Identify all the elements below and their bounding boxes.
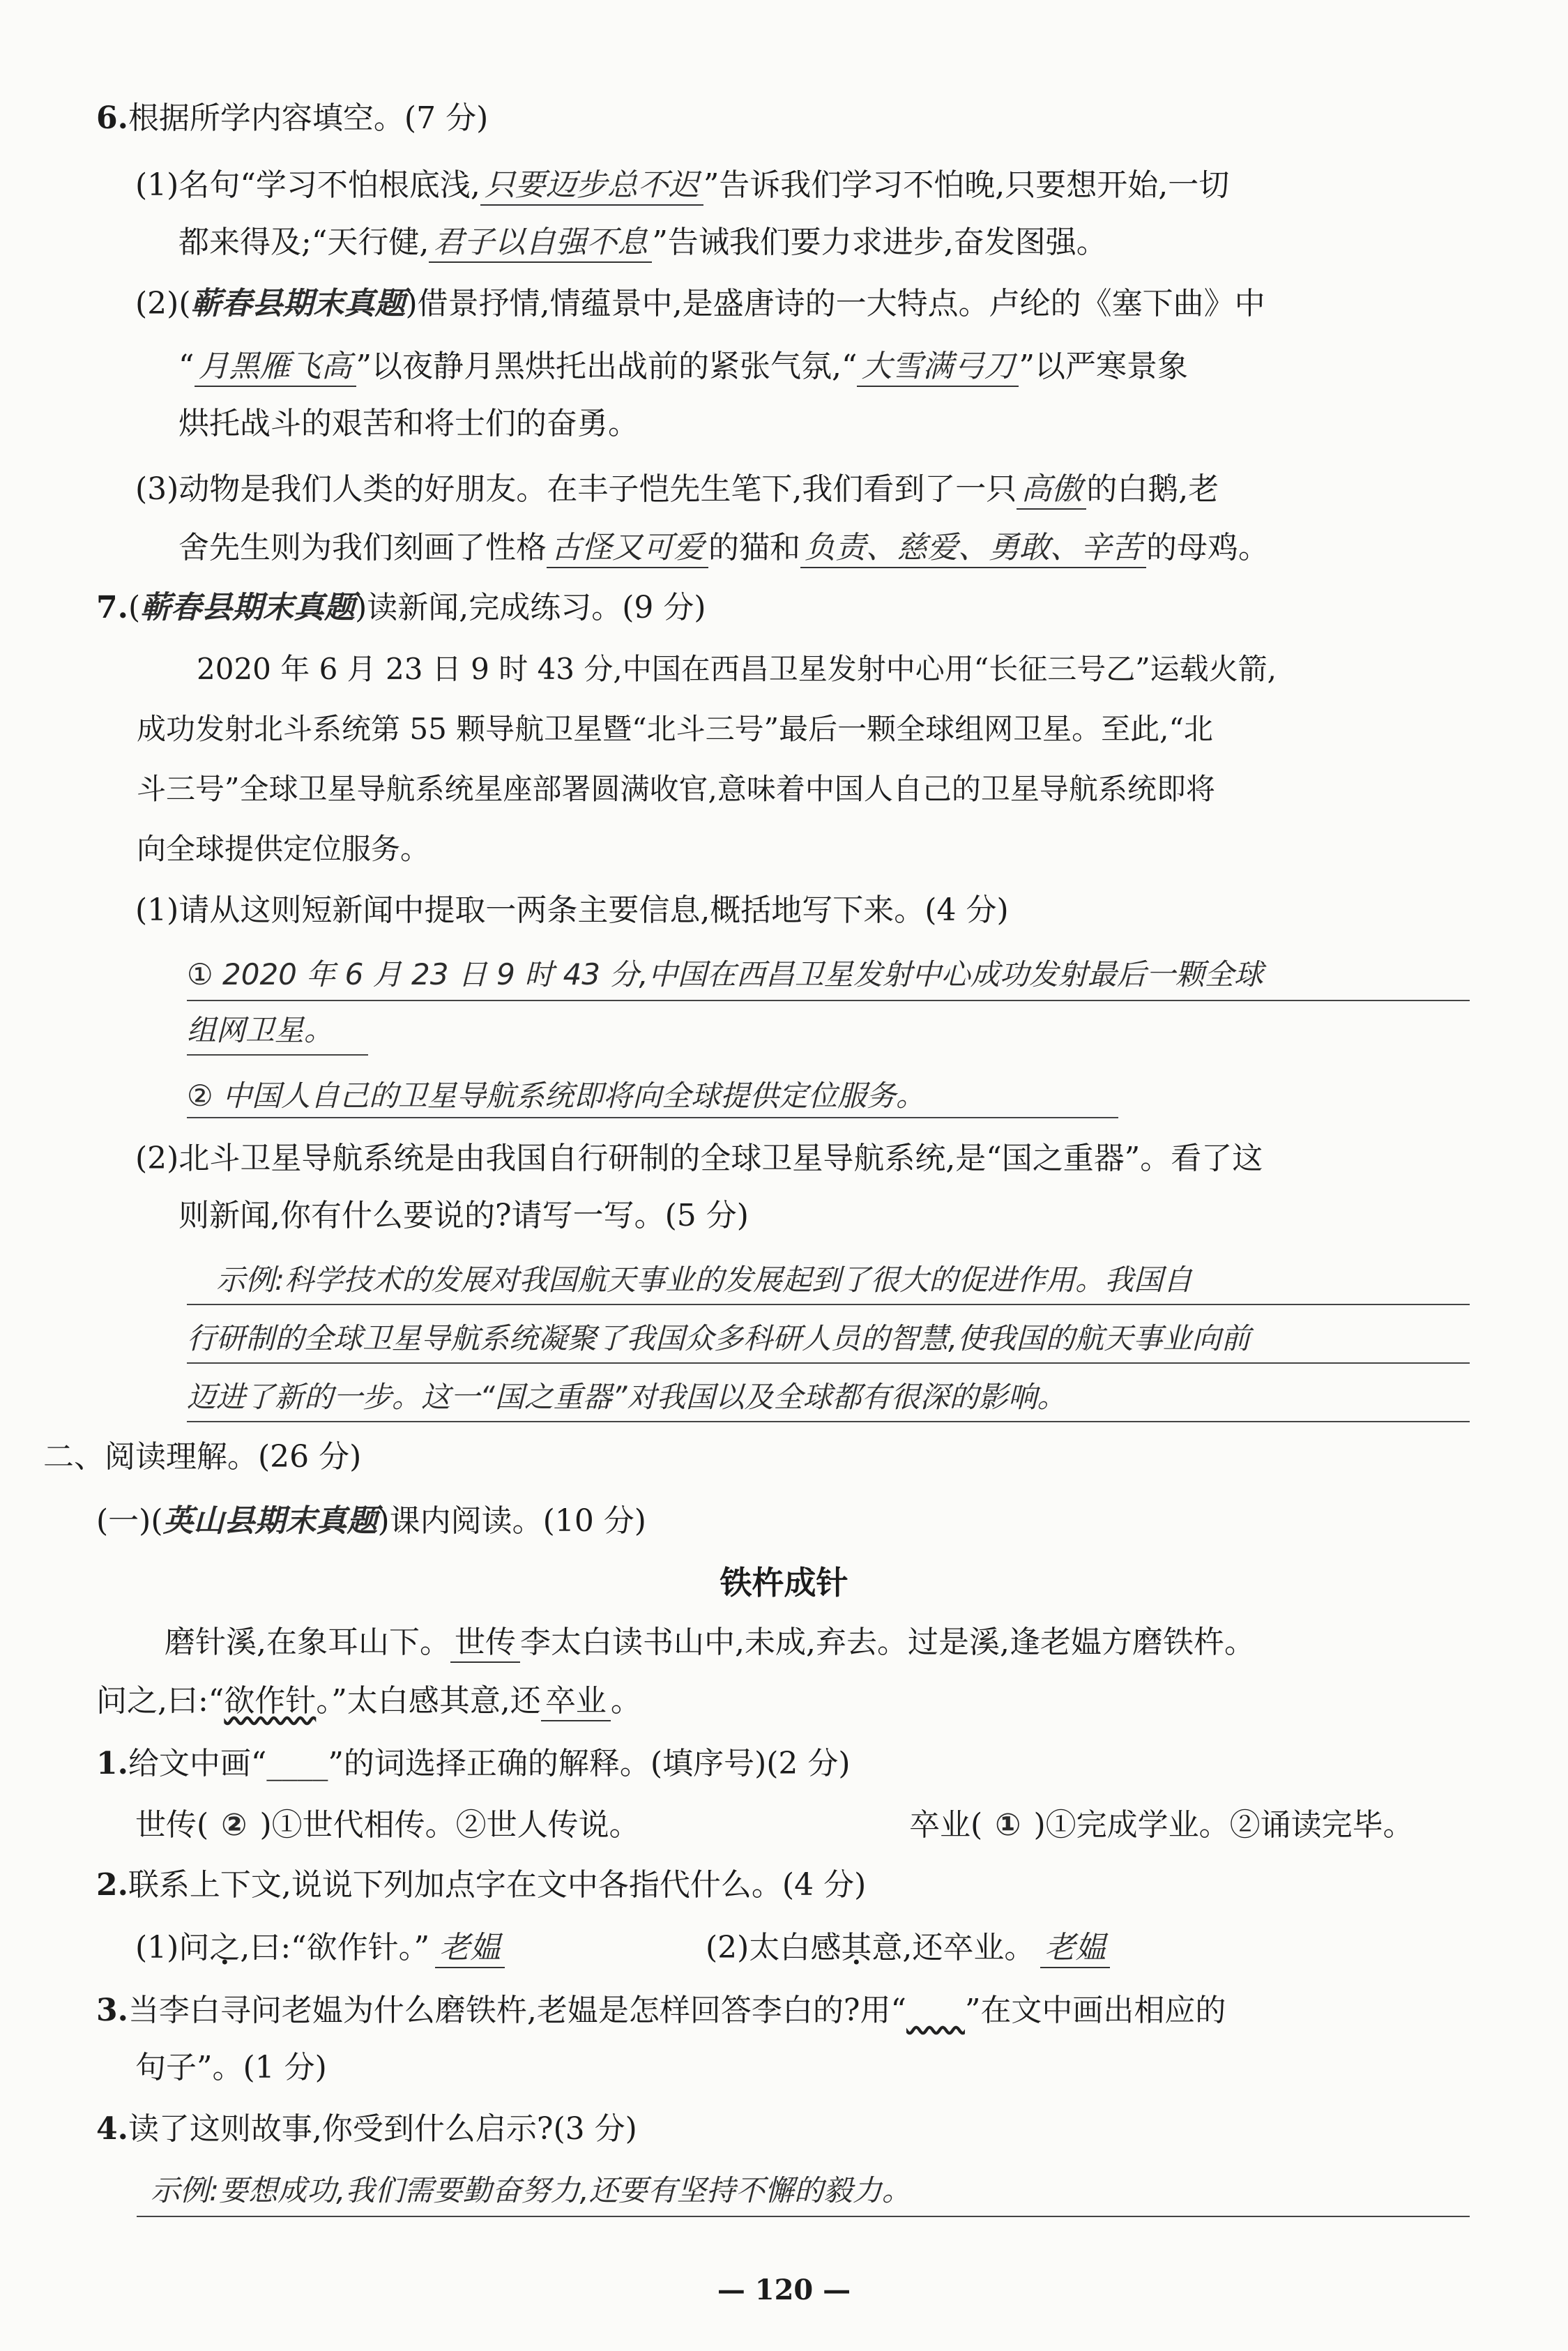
q7-heading bbox=[96, 587, 706, 629]
s2q2-2-answer: 老媪 bbox=[1040, 1930, 1110, 1968]
q6-p1-answer1: 只要迈步总不迟 bbox=[480, 167, 703, 206]
q6-p2-text-c: “ bbox=[178, 349, 195, 384]
q7-sub2-answer-underline1 bbox=[187, 1304, 1470, 1305]
q6-p2-line1 bbox=[135, 283, 1265, 325]
q6-p3-answer3: 负责、慈爱、勇敢、辛苦 bbox=[800, 530, 1146, 568]
q6-p2-source-tag: 蕲春县期末真题 bbox=[190, 286, 406, 321]
s2q1-option-b bbox=[909, 1804, 1414, 1846]
q7-news-line2 bbox=[137, 708, 1213, 750]
q7-sub2-answer-text-1: 示例:科学技术的发展对我国航天事业的发展起到了很大的促进作用。我国自 bbox=[216, 1263, 1193, 1297]
q7-sub1 bbox=[135, 890, 1009, 931]
passage-dotted-zhi: 之 bbox=[127, 1683, 158, 1719]
q7-sub1-answer2-text: ② 中国人自己的卫星导航系统即将向全球提供定位服务。 bbox=[187, 1079, 926, 1113]
passage-text-1a: 磨针溪,在象耳山下。 bbox=[165, 1625, 450, 1660]
s2q2-item2 bbox=[706, 1927, 1110, 1969]
q6-p3-text-b: 的白鹅,老 bbox=[1086, 471, 1219, 507]
q6-p1-text-c: 都来得及;“天行健, bbox=[178, 225, 429, 260]
q6-p3-text-a: (3)动物是我们人类的好朋友。在丰子恺先生笔下,我们看到了一只 bbox=[135, 471, 1017, 507]
q6-p1-answer2: 君子以自强不息 bbox=[429, 225, 652, 263]
q6-p2-answer1: 月黑雁飞高 bbox=[195, 349, 356, 387]
s2q3-line1 bbox=[96, 1990, 1226, 2032]
s2q3-text-b: ”在文中画出相应的 bbox=[964, 1993, 1226, 2028]
s2q2-1-b: ,曰:“欲作针。” bbox=[240, 1930, 430, 1965]
q7-sub1-answer1-line2 bbox=[187, 1010, 333, 1051]
s2q1-number: 1. bbox=[96, 1746, 128, 1781]
q7-heading-b: )读新闻,完成练习。(9 分) bbox=[355, 590, 706, 625]
q6-p1-line1 bbox=[135, 165, 1229, 206]
s2q4-text: 读了这则故事,你受到什么启示?(3 分) bbox=[128, 2111, 637, 2147]
s2q3-text-c: 句子”。(1 分) bbox=[135, 2050, 327, 2085]
s2q1-b-answer: ① bbox=[995, 1807, 1021, 1843]
q7-sub2-answer-line1 bbox=[216, 1259, 1192, 1301]
q7-news-text-4: 向全球提供定位服务。 bbox=[137, 832, 430, 866]
q6-p2-answer2: 大雪满弓刀 bbox=[857, 349, 1019, 387]
q7-sub2-answer-line3 bbox=[187, 1376, 1067, 1418]
q6-p2-line2 bbox=[178, 346, 1188, 388]
passage-text-2e: 。 bbox=[610, 1683, 641, 1719]
q7-sub1-answer1-underline1 bbox=[187, 1000, 1470, 1001]
q7-news-text-3: 斗三号”全球卫星导航系统星座部署圆满收官,意味着中国人自己的卫星导航系统即将 bbox=[137, 772, 1215, 806]
s2q2-number: 2. bbox=[96, 1867, 128, 1903]
passage-text-2b: ,曰:“ bbox=[158, 1683, 224, 1719]
q7-news-text-1: 2020 年 6 月 23 日 9 时 43 分,中国在西昌卫星发射中心用“长征三号乙”运载火箭, bbox=[197, 652, 1277, 686]
q6-p2-text-a: (2)( bbox=[135, 286, 191, 321]
q6-p2-text-b: )借景抒情,情蕴景中,是盛唐诗的一大特点。卢纶的《塞下曲》中 bbox=[405, 286, 1265, 321]
q7-sub2-answer-underline3 bbox=[187, 1421, 1470, 1422]
s2q4 bbox=[96, 2108, 637, 2150]
s2q3-line2 bbox=[135, 2047, 327, 2089]
q7-number: 7. bbox=[96, 590, 128, 625]
q7-sub2-line2 bbox=[178, 1195, 749, 1237]
page-number: — 120 — bbox=[717, 2274, 851, 2306]
q7-sub1-answer1-text-1: ① 2020 年 6 月 23 日 9 时 43 分,中国在西昌卫星发射中心成功发射最后一颗全球 bbox=[187, 957, 1263, 991]
q7-sub2-line1 bbox=[135, 1138, 1263, 1180]
q6-p3-text-d: 的猫和 bbox=[708, 530, 800, 565]
s2q1-b-options: )①完成学业。②诵读完毕。 bbox=[1033, 1807, 1414, 1843]
q6-p2-line3 bbox=[178, 403, 639, 445]
s2q2 bbox=[96, 1864, 866, 1906]
s2q1-a-options: )①世代相传。②世人传说。 bbox=[259, 1807, 640, 1843]
q7-source-tag: 蕲春县期末真题 bbox=[140, 590, 356, 625]
s2q2-1-answer: 老媪 bbox=[435, 1930, 505, 1968]
q7-sub2-answer-text-2: 行研制的全球卫星导航系统凝聚了我国众多科研人员的智慧,使我国的航天事业向前 bbox=[187, 1321, 1251, 1355]
q6-p3-line2 bbox=[178, 527, 1269, 569]
section2-part1-source-tag: 英山县期末真题 bbox=[162, 1503, 378, 1539]
s2q1-a-label: 世传( bbox=[135, 1807, 209, 1843]
section2-part1-heading bbox=[96, 1500, 646, 1542]
q6-number: 6. bbox=[96, 100, 128, 136]
s2q1-b-label: 卒业( bbox=[909, 1807, 983, 1843]
q7-sub1-answer1-text-2: 组网卫星。 bbox=[187, 1013, 334, 1047]
s2q2-1-a: (1)问 bbox=[135, 1930, 210, 1965]
s2q3-number: 3. bbox=[96, 1993, 128, 2028]
q7-sub1-answer1-underline2 bbox=[187, 1054, 368, 1056]
s2q2-1-dotted-char: 之 bbox=[209, 1930, 241, 1965]
passage-title: 铁杵成针 bbox=[720, 1564, 848, 1601]
section2-part1-b: )课内阅读。(10 分) bbox=[377, 1503, 646, 1539]
passage-underlined-shichuan: 世传 bbox=[450, 1625, 520, 1663]
q6-p3-answer2: 古怪又可爱 bbox=[547, 530, 708, 568]
passage-underlined-zuye: 卒业 bbox=[541, 1683, 611, 1721]
s2q2-2-b: 意,还卒业。 bbox=[871, 1930, 1035, 1965]
passage-text-2d: 意,还 bbox=[469, 1683, 541, 1719]
q6-p1-text-d: ”告诫我们要力求进步,奋发图强。 bbox=[652, 225, 1107, 260]
q7-sub1-answer2-underline bbox=[187, 1117, 1118, 1118]
s2q4-answer-text: 示例:要想成功,我们需要勤奋努力,还要有坚持不懈的毅力。 bbox=[151, 2173, 911, 2207]
q6-p2-text-f: 烘托战斗的艰苦和将士们的奋勇。 bbox=[178, 406, 639, 441]
q7-heading-a: ( bbox=[128, 590, 141, 625]
q7-news-line4 bbox=[137, 828, 429, 870]
s2q2-2-dotted-char: 其 bbox=[841, 1930, 872, 1965]
q7-sub2-answer-underline2 bbox=[187, 1362, 1470, 1364]
q6-p3-text-c: 舍先生则为我们刻画了性格 bbox=[178, 530, 547, 565]
s2q4-answer-underline bbox=[137, 2216, 1470, 2217]
s2q2-text: 联系上下文,说说下列加点字在文中各指代什么。(4 分) bbox=[128, 1867, 867, 1903]
s2q1-option-a bbox=[135, 1804, 640, 1846]
q6-heading bbox=[96, 98, 488, 139]
q6-p3-line1 bbox=[135, 469, 1219, 510]
q7-sub2-text-2: 则新闻,你有什么要说的?请写一写。(5 分) bbox=[178, 1198, 749, 1233]
passage-dotted-qi: 其 bbox=[439, 1683, 470, 1719]
q6-p3-text-e: 的母鸡。 bbox=[1146, 530, 1269, 565]
s2q2-2-a: (2)太白感 bbox=[706, 1930, 842, 1965]
section2-heading bbox=[43, 1436, 361, 1478]
s2q2-item1 bbox=[135, 1927, 505, 1969]
s2q3-text-a: 当李白寻问老媪为什么磨铁杵,老媪是怎样回答李白的?用“ bbox=[128, 1993, 907, 2028]
q7-news-line1 bbox=[197, 648, 1277, 690]
passage-text-2a: 问 bbox=[96, 1683, 127, 1719]
q6-p2-text-e: ”以严寒景象 bbox=[1019, 349, 1188, 384]
q6-p1-text-b: ”告诉我们学习不怕晚,只要想开始,一切 bbox=[703, 167, 1230, 203]
q7-sub1-answer2 bbox=[187, 1075, 925, 1117]
q6-p2-text-d: ”以夜静月黑烘托出战前的紧张气氛,“ bbox=[356, 349, 858, 384]
s2q1 bbox=[96, 1743, 851, 1785]
passage-text-2c: 。”太白感 bbox=[316, 1683, 439, 1719]
q6-p1-text-a: (1)名句“学习不怕根底浅, bbox=[135, 167, 480, 203]
passage-line2 bbox=[96, 1680, 641, 1722]
passage-wavy-answer: 欲作针 bbox=[224, 1683, 317, 1719]
q7-sub1-answer1-line1 bbox=[187, 954, 1263, 996]
s2q1-text: 给文中画“____”的词选择正确的解释。(填序号)(2 分) bbox=[128, 1746, 851, 1781]
passage-line1 bbox=[165, 1622, 1255, 1664]
q6-p1-line2 bbox=[178, 222, 1107, 264]
q7-sub2-answer-text-3: 迈进了新的一步。这一“国之重器”对我国以及全球都有很深的影响。 bbox=[187, 1380, 1067, 1414]
q7-news-text-2: 成功发射北斗系统第 55 颗导航卫星暨“北斗三号”最后一颗全球组网卫星。至此,“北 bbox=[137, 712, 1213, 746]
s2q4-answer bbox=[151, 2170, 911, 2212]
passage-text-1b: 李太白读书山中,未成,弃去。过是溪,逢老媪方磨铁杵。 bbox=[520, 1625, 1255, 1660]
q6-p3-answer1: 高傲 bbox=[1017, 471, 1086, 510]
section2-heading-text: 二、阅读理解。(26 分) bbox=[43, 1439, 362, 1475]
s2q4-number: 4. bbox=[96, 2111, 128, 2147]
q6-heading-text: 根据所学内容填空。(7 分) bbox=[128, 100, 489, 136]
q7-sub1-text: (1)请从这则短新闻中提取一两条主要信息,概括地写下来。(4 分) bbox=[135, 892, 1009, 928]
q7-sub2-answer-line2 bbox=[187, 1318, 1250, 1360]
section2-part1-a: (一)( bbox=[96, 1503, 163, 1539]
s2q3-wavy-sample bbox=[906, 1993, 965, 2028]
q7-sub2-text-1: (2)北斗卫星导航系统是由我国自行研制的全球卫星导航系统,是“国之重器”。看了这 bbox=[135, 1141, 1263, 1176]
s2q1-a-answer: ② bbox=[221, 1807, 248, 1843]
q7-news-line3 bbox=[137, 768, 1215, 810]
